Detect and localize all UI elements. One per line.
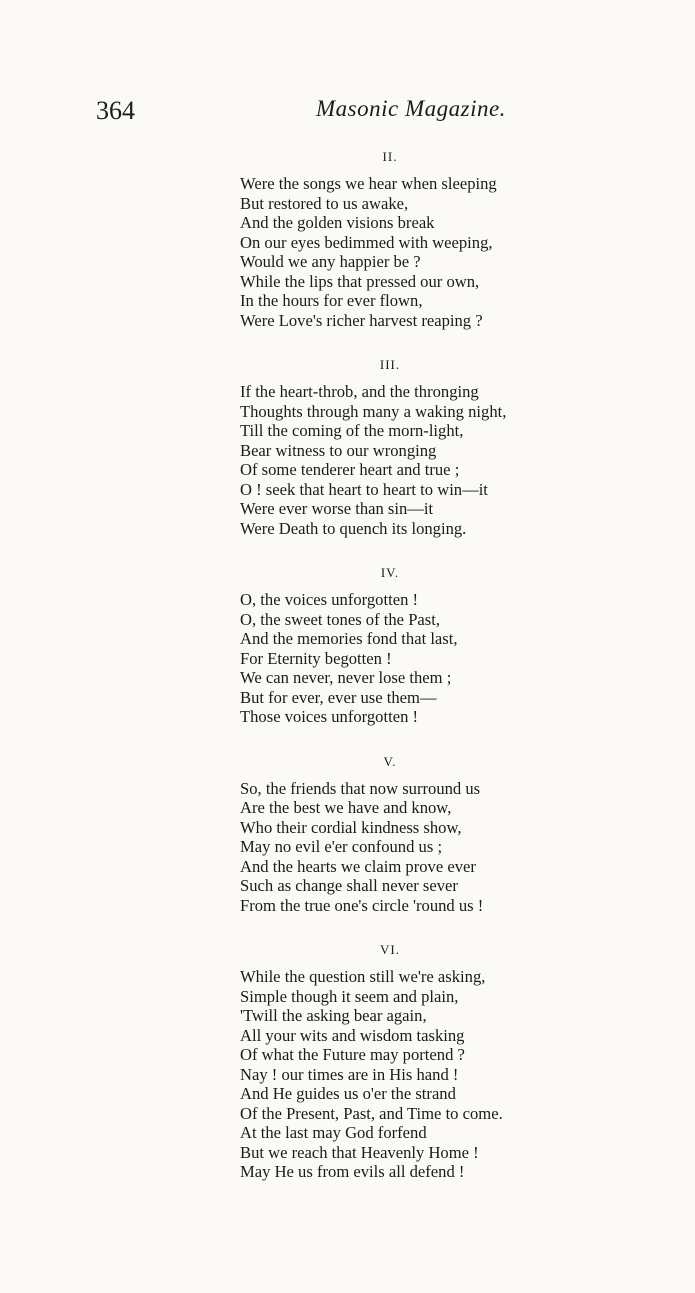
stanza-lines	[240, 779, 680, 916]
poem-line: Of what the Future may portend ?	[240, 1045, 465, 1064]
page-number: 364	[96, 96, 135, 125]
poem-line: Simple though it seem and plain,	[240, 986, 459, 1006]
poem-line: And the golden visions break	[240, 213, 435, 232]
poem-line: Of the Present, Past, and Time to come.	[240, 1103, 503, 1123]
poem-line: But we reach that Heavenly Home !	[240, 1142, 479, 1162]
stanza-lines	[240, 382, 680, 538]
poem-line: Were ever worse than sin—it	[240, 499, 434, 518]
stanza-number: II.	[382, 149, 398, 164]
stanza	[240, 140, 680, 330]
poem-line: Were the songs we hear when sleeping	[240, 174, 497, 193]
poem-line: Were Death to quench its longing.	[240, 518, 467, 538]
stanza-number: III.	[379, 357, 401, 372]
poem-line: 'Twill the asking bear again,	[240, 1006, 427, 1025]
poem-line: O, the voices unforgotten !	[240, 590, 419, 609]
stanza-lines	[240, 967, 680, 1182]
poem-line: For Eternity begotten !	[240, 648, 392, 668]
poem-line: Nay ! our times are in His hand !	[240, 1064, 459, 1084]
stanza-number: IV.	[380, 565, 400, 580]
stanza-lines	[240, 590, 680, 727]
running-title: Masonic Magazine.	[316, 96, 506, 121]
poem-line: And the hearts we claim prove ever	[240, 856, 476, 876]
poem-line: While the question still we're asking,	[240, 967, 486, 986]
poem-line: Of some tenderer heart and true ;	[240, 460, 460, 479]
poem-line: Till the coming of the morn-light,	[240, 421, 464, 440]
poem-line: Such as change shall never sever	[240, 876, 458, 895]
poem-line: If the heart-throb, and the thronging	[240, 382, 479, 401]
poem-line: On our eyes bedimmed with weeping,	[240, 232, 493, 252]
poem-line: But restored to us awake,	[240, 193, 409, 213]
poem-line: May He us from evils all defend !	[240, 1162, 465, 1181]
poem-line: In the hours for ever flown,	[240, 291, 423, 310]
poem-line: May no evil e'er confound us ;	[240, 837, 443, 856]
poem-line: Are the best we have and know,	[240, 798, 452, 817]
stanza-lines	[240, 174, 680, 330]
poem-line: We can never, never lose them ;	[240, 668, 452, 687]
poem-line: From the true one's circle 'round us !	[240, 895, 484, 915]
stanza	[240, 348, 680, 538]
poem-line: And He guides us o'er the strand	[240, 1084, 456, 1103]
poem-line: Were Love's richer harvest reaping ?	[240, 310, 483, 330]
stanza-number: VI.	[380, 942, 400, 957]
stanza	[240, 556, 680, 727]
poem-line: All your wits and wisdom tasking	[240, 1025, 465, 1045]
poem-line: But for ever, ever use them—	[240, 687, 437, 707]
poem-line: At the last may God forfend	[240, 1123, 427, 1142]
poem-line: O, the sweet tones of the Past,	[240, 609, 441, 629]
poem-line: Those voices unforgotten !	[240, 707, 419, 726]
poem-line: So, the friends that now surround us	[240, 778, 481, 798]
poem-line: While the lips that pressed our own,	[240, 271, 480, 291]
poem	[240, 140, 680, 1200]
stanza	[240, 745, 680, 916]
poem-line: Who their cordial kindness show,	[240, 817, 462, 837]
poem-line: And the memories fond that last,	[240, 629, 458, 648]
stanza-number: V.	[383, 753, 397, 769]
poem-line: O ! seek that heart to heart to win—it	[240, 479, 488, 499]
poem-line: Would we any happier be ?	[240, 252, 421, 271]
poem-line: Bear witness to our wronging	[240, 440, 437, 460]
poem-line: Thoughts through many a waking night,	[240, 401, 507, 421]
stanza	[240, 933, 680, 1182]
page-header	[0, 96, 695, 136]
